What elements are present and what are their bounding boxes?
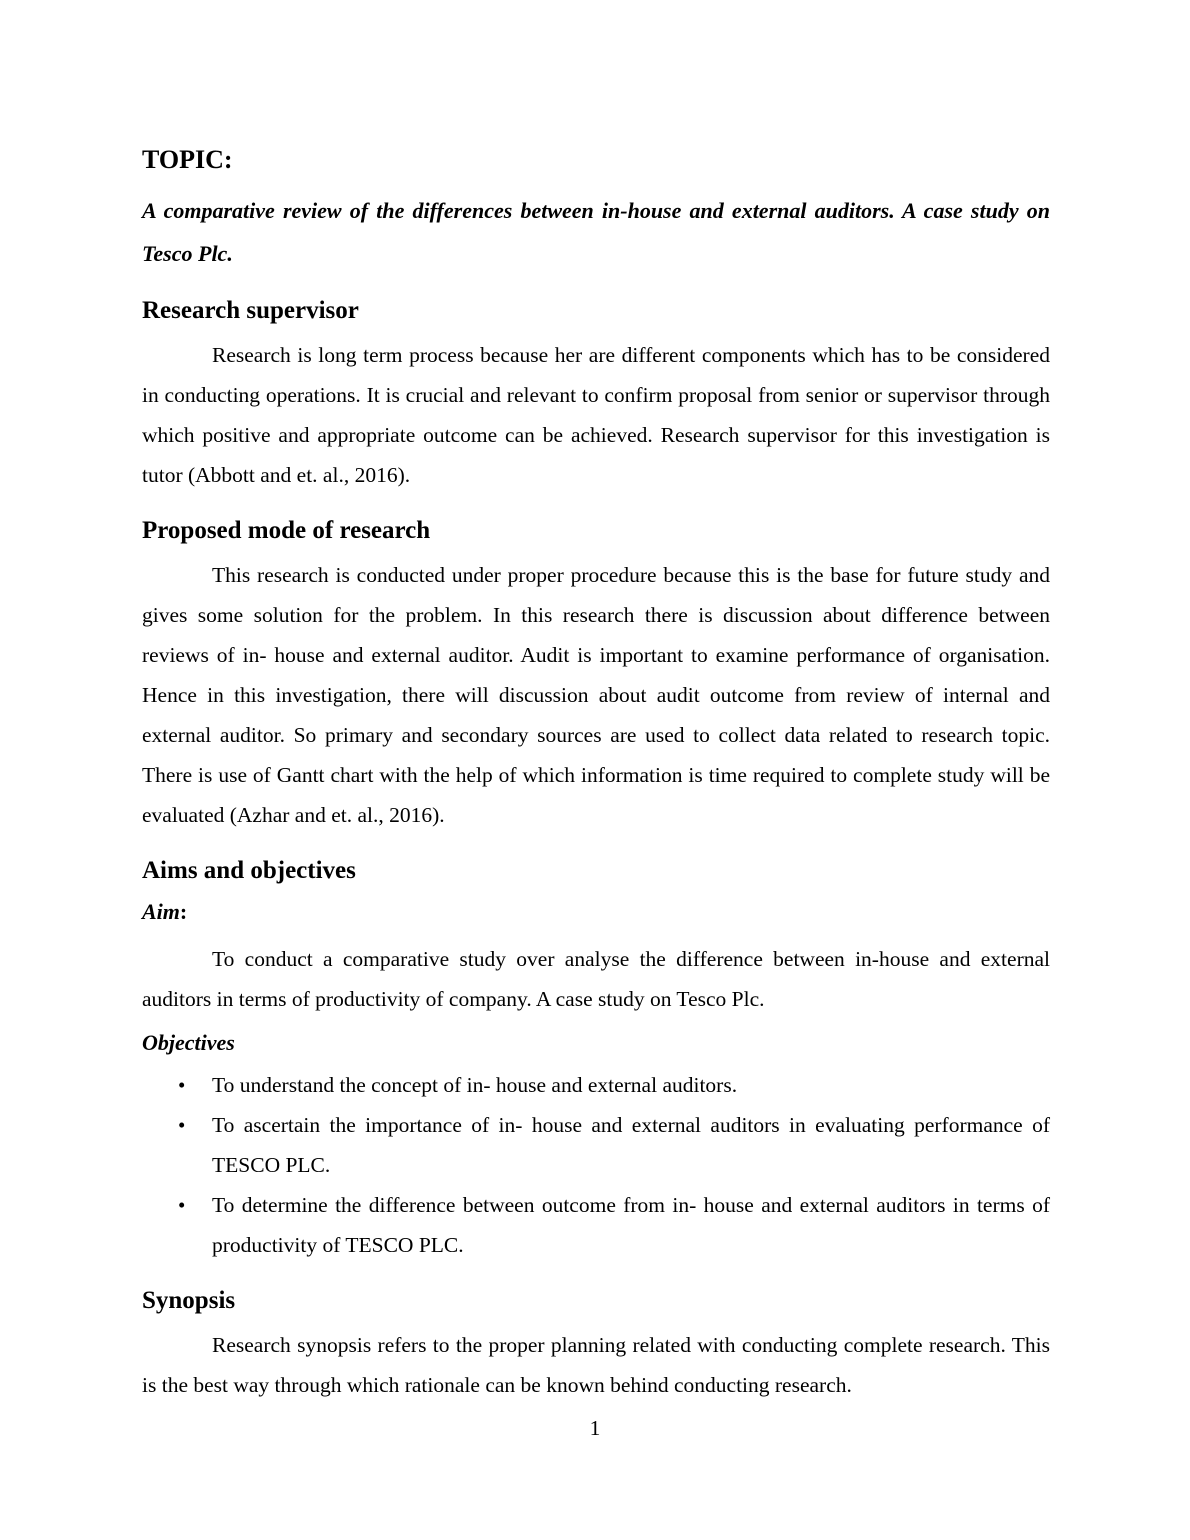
objective-item	[142, 1065, 1050, 1105]
aim-colon: :	[179, 899, 188, 924]
objective-text: To determine the difference between outcome from in- house and external auditors in terms of productivity of TESCO PLC.	[212, 1193, 1050, 1257]
aim-subheading	[142, 892, 1050, 932]
bullet-icon: •	[178, 1073, 186, 1097]
objective-text: To ascertain the importance of in- house and external auditors in evaluating performance of TESCO PLC.	[212, 1113, 1050, 1177]
bullet-icon: •	[178, 1113, 186, 1137]
section-heading-aims-and-objectives: Aims and objectives	[142, 857, 356, 884]
objective-text: To understand the concept of in- house and external auditors.	[212, 1073, 738, 1097]
aim-label: Aim	[142, 899, 180, 924]
section-heading-research-supervisor: Research supervisor	[142, 297, 359, 324]
synopsis-paragraph: Research synopsis refers to the proper planning related with conducting complete research. This is the best way through which rationale can be known behind conducting research.	[142, 1333, 1050, 1397]
section-heading-synopsis: Synopsis	[142, 1287, 236, 1314]
research-supervisor-paragraph: Research is long term process because her are different components which has to be considered in conducting operations. It is crucial and relevant to confirm proposal from senior or supervisor through which positive and appropriate outcome can be achieved. Research supervisor for this investigation is tutor (Abbott and et. al., 2016).	[142, 343, 1050, 487]
objectives-subheading: Objectives	[142, 1030, 235, 1055]
section-heading-proposed-mode: Proposed mode of research	[142, 517, 431, 544]
objectives-list	[142, 1065, 1050, 1265]
bullet-icon: •	[178, 1193, 186, 1217]
aim-paragraph: To conduct a comparative study over analyse the difference between in-house and external auditors in terms of productivity of company. A case study on Tesco Plc.	[142, 947, 1050, 1011]
topic-label: TOPIC:	[142, 145, 233, 174]
objective-item	[142, 1185, 1050, 1265]
topic-text: A comparative review of the differences between in-house and external auditors. A case study on Tesco Plc.	[142, 198, 1050, 266]
objective-item	[142, 1105, 1050, 1185]
page-number: 1	[589, 1416, 601, 1440]
proposed-mode-paragraph: This research is conducted under proper procedure because this is the base for future study and gives some solution for the problem. In this research there is discussion about difference between reviews of in- house and external auditor. Audit is important to examine performance of organisation. Hence in this investigation, there will discussion about audit outcome from review of internal and external auditor. So primary and secondary sources are used to collect data related to research topic. There is use of Gantt chart with the help of which information is time required to complete study will be evaluated (Azhar and et. al., 2016).	[142, 563, 1050, 827]
